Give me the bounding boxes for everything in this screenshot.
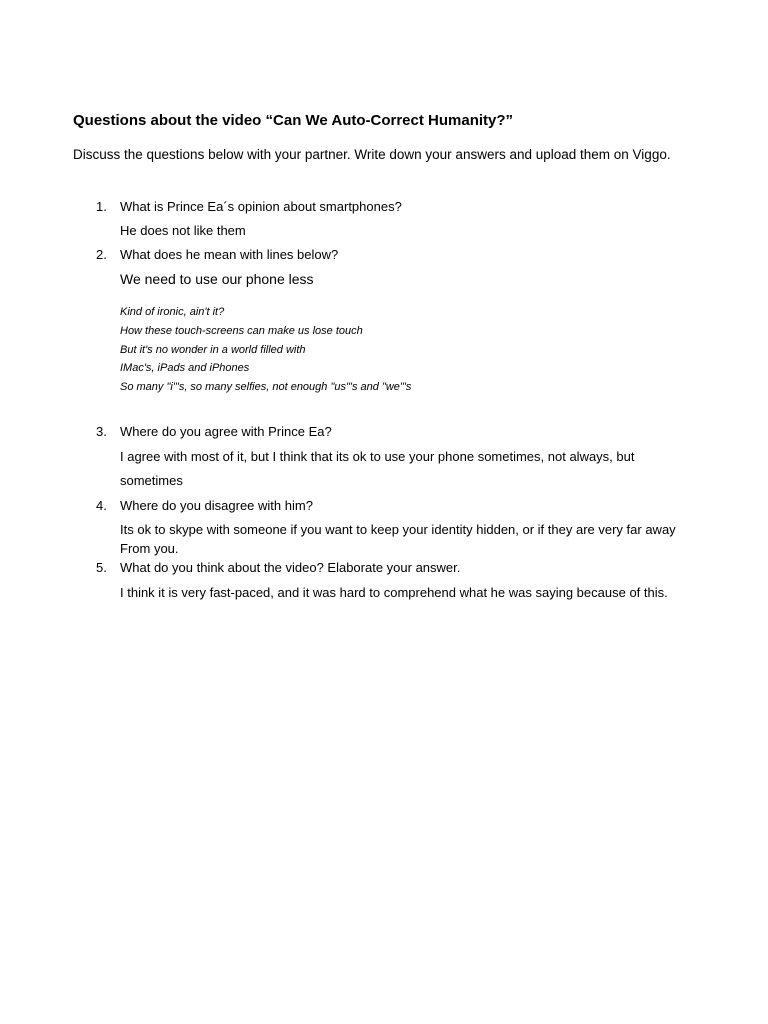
question-number: 5. — [96, 560, 107, 575]
question-text: Where do you disagree with him? — [120, 498, 313, 513]
question-text: What does he mean with lines below? — [120, 247, 339, 262]
lyric-line: But it's no wonder in a world filled with — [120, 343, 306, 356]
lyric-line: So many "i"'s, so many selfies, not enough "us"'s and "we"'s — [120, 381, 412, 394]
question-text: Where do you agree with Prince Ea? — [120, 424, 332, 439]
lyric-line: IMac's, iPads and iPhones — [120, 362, 250, 375]
answer-text: He does not like them — [120, 223, 246, 238]
lyric-line: Kind of ironic, ain't it? — [120, 306, 225, 318]
question-number: 1. — [96, 199, 107, 214]
question-number: 3. — [96, 424, 107, 439]
question-number: 2. — [96, 247, 107, 262]
question-text: What do you think about the video? Elaborate your answer. — [120, 560, 461, 575]
intro-paragraph: Discuss the questions below with your partner. Write down your answers and upload them on Viggo. — [73, 147, 671, 162]
lyrics-quote — [120, 303, 411, 397]
answer-text: Its ok to skype with someone if you want to keep your identity hidden, or if they are very far away — [120, 522, 676, 537]
answer-text: We need to use our phone less — [120, 271, 314, 287]
answer-text: I think it is very fast-paced, and it was hard to comprehend what he was saying because of this. — [120, 585, 668, 600]
lyric-line: How these touch-screens can make us lose touch — [120, 324, 363, 337]
question-number: 4. — [96, 498, 107, 513]
document-title: Questions about the video “Can We Auto-Correct Humanity?” — [73, 112, 514, 129]
answer-text: sometimes — [120, 473, 183, 488]
answer-text: From you. — [120, 541, 179, 556]
question-text: What is Prince Ea´s opinion about smartphones? — [120, 199, 402, 214]
answer-text: I agree with most of it, but I think that its ok to use your phone sometimes, not always, but — [120, 449, 635, 464]
